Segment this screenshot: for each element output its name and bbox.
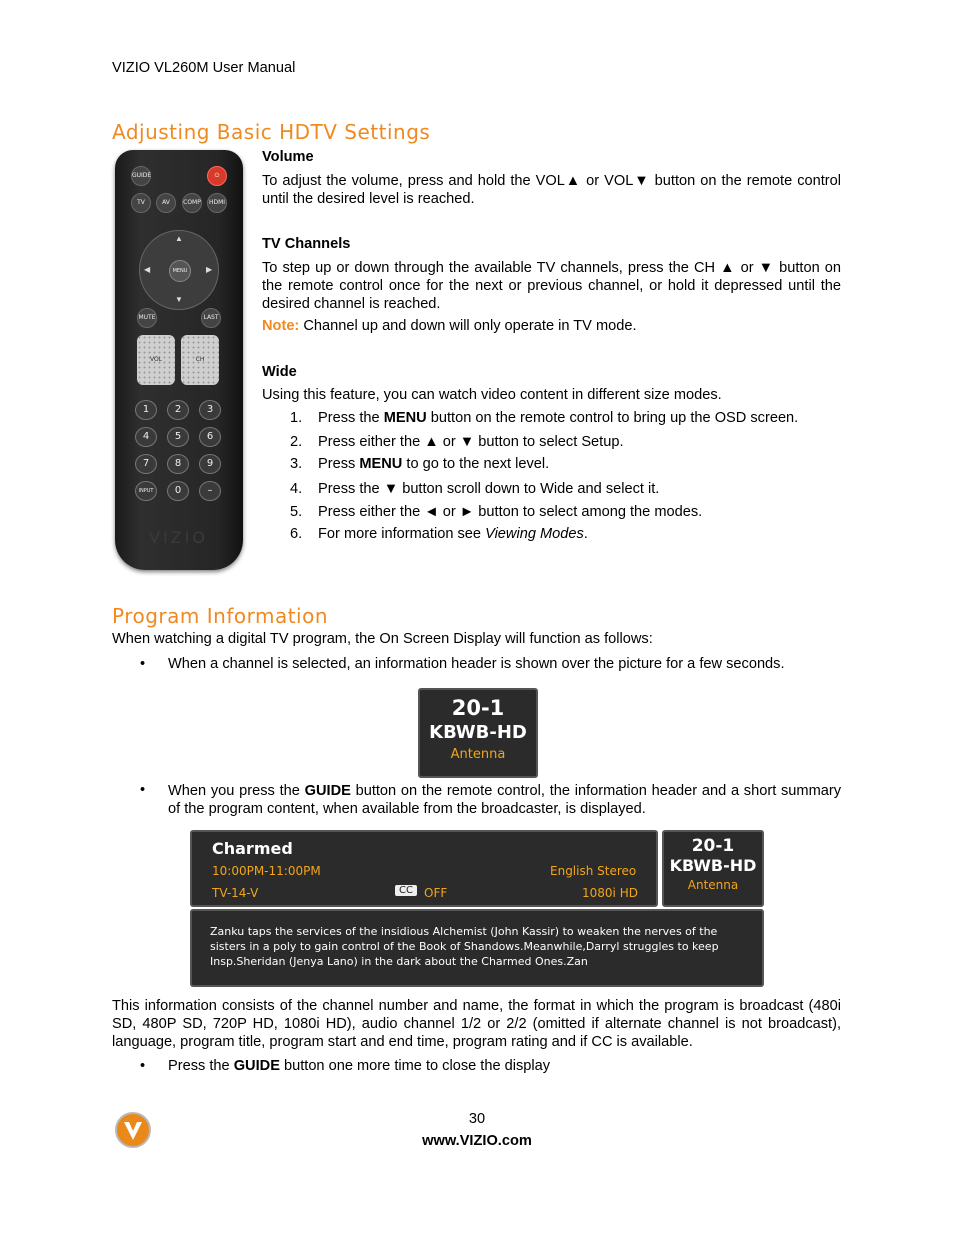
volume-heading: Volume — [262, 149, 314, 165]
key-1-icon: 1 — [135, 400, 157, 420]
hdmi-button-icon: HDMI — [207, 193, 227, 213]
bullet-icon: • — [140, 782, 146, 798]
footer-url: www.VIZIO.com — [422, 1133, 532, 1149]
bullet-icon: • — [140, 656, 146, 672]
osd-summary-text: Zanku taps the services of the insidious Alchemist (John Kassir) to weaken the nerves of the sisters in a poly to gain control of the Book of Shandows.Meanwhile,Darryl struggles to keep Insp.Sheridan (Jenya Lano) in the dark about the Charmed Ones.Zan — [210, 925, 719, 968]
av-button-icon: AV — [156, 193, 176, 213]
note-label: Note: — [262, 318, 300, 334]
tv-channels-heading: TV Channels — [262, 236, 351, 252]
osd-channel-number: 20-1 — [451, 696, 505, 720]
guide-button-icon: GUIDE — [131, 166, 151, 186]
cc-icon: CC — [395, 885, 417, 896]
key-9-icon: 9 — [199, 454, 221, 474]
osd-cc-state: OFF — [424, 886, 448, 900]
note-text: Channel up and down will only operate in TV mode. — [303, 318, 637, 334]
list-item: 3. Press MENU to go to the next level. — [290, 456, 550, 472]
osd-guide-info — [190, 830, 658, 907]
bullet-text-3: Press the GUIDE button one more time to close the display — [168, 1058, 551, 1074]
comp-button-icon: COMP — [182, 193, 202, 213]
note-line — [262, 318, 637, 334]
osd-rating: TV-14-V — [212, 886, 259, 900]
osd-audio: English Stereo — [550, 864, 637, 878]
key-2-icon: 2 — [167, 400, 189, 420]
wide-intro: Using this feature, you can watch video content in different size modes. — [262, 387, 722, 403]
dash-button-icon: – — [199, 481, 221, 501]
menu-button-icon: MENU — [169, 260, 191, 282]
osd-source: Antenna — [687, 878, 739, 892]
program-info-intro: When watching a digital TV program, the On Screen Display will function as follows: — [112, 631, 653, 647]
remote-control-image — [115, 150, 243, 570]
list-item: 2. Press either the ▲ or ▼ button to select Setup. — [290, 434, 624, 450]
page-number: 30 — [468, 1111, 486, 1127]
program-info-paragraph: This information consists of the channel number and name, the format in which the program is broadcast (480i SD, 480P SD, 720P HD, 1080i HD), audio channel 1/2 or 2/2 (omitted if alternate channel is not broadcast), language, program title, program start and end time, program rating and if CC is available. — [112, 998, 841, 1050]
key-5-icon: 5 — [167, 427, 189, 447]
dpad-icon: ▲ ▼ ◀ ▶ MENU — [139, 230, 219, 310]
remote-brand-logo: VIZIO — [149, 528, 208, 547]
document-header: VIZIO VL260M User Manual — [112, 60, 296, 76]
key-8-icon: 8 — [167, 454, 189, 474]
key-0-icon: 0 — [167, 481, 189, 501]
key-7-icon: 7 — [135, 454, 157, 474]
osd-channel-number: 20-1 — [691, 836, 735, 856]
list-item: 6. For more information see Viewing Modes. — [290, 526, 588, 542]
last-button-icon: LAST — [201, 308, 221, 328]
bullet-text-2: When you press the GUIDE button on the remote control, the information header and a short summary of the program content, when available from the broadcaster, is displayed. — [168, 783, 841, 817]
tv-channels-text: To step up or down through the available TV channels, press the CH ▲ or ▼ button on the remote control once for the next or previous channel, or hold it depressed until the desired channel is reached. — [262, 260, 841, 312]
osd-guide-channel — [662, 830, 764, 907]
list-item: 5. Press either the ◄ or ► button to select among the modes. — [290, 504, 703, 520]
list-item: 4. Press the ▼ button scroll down to Wide and select it. — [290, 481, 660, 497]
osd-channel-name: KBWB-HD — [669, 856, 757, 875]
vol-rocker-icon: VOL — [137, 335, 175, 385]
volume-text: To adjust the volume, press and hold the VOL▲ or VOL▼ button on the remote control until the desired level is reached. — [262, 173, 841, 207]
osd-channel-header — [418, 688, 538, 778]
bullet-text-1: When a channel is selected, an information header is shown over the picture for a few seconds. — [168, 656, 785, 672]
mute-button-icon: MUTE — [137, 308, 157, 328]
section-title-adjusting: Adjusting Basic HDTV Settings — [112, 120, 431, 144]
osd-channel-name: KBWB-HD — [429, 722, 527, 743]
ch-rocker-icon: CH — [181, 335, 219, 385]
osd-program-time: 10:00PM-11:00PM — [212, 864, 321, 878]
osd-program-title: Charmed — [212, 839, 293, 858]
key-3-icon: 3 — [199, 400, 221, 420]
bullet-icon: • — [140, 1058, 146, 1074]
tv-button-icon: TV — [131, 193, 151, 213]
list-item: 1. Press the MENU button on the remote control to bring up the OSD screen. — [290, 410, 799, 426]
power-button-icon: ⏻ — [207, 166, 227, 186]
input-button-icon: INPUT — [135, 481, 157, 501]
key-6-icon: 6 — [199, 427, 221, 447]
osd-source: Antenna — [450, 747, 506, 762]
osd-summary — [190, 909, 764, 987]
wide-heading: Wide — [262, 364, 297, 380]
osd-format: 1080i HD — [582, 886, 638, 900]
section-title-program-info: Program Information — [112, 604, 329, 628]
key-4-icon: 4 — [135, 427, 157, 447]
